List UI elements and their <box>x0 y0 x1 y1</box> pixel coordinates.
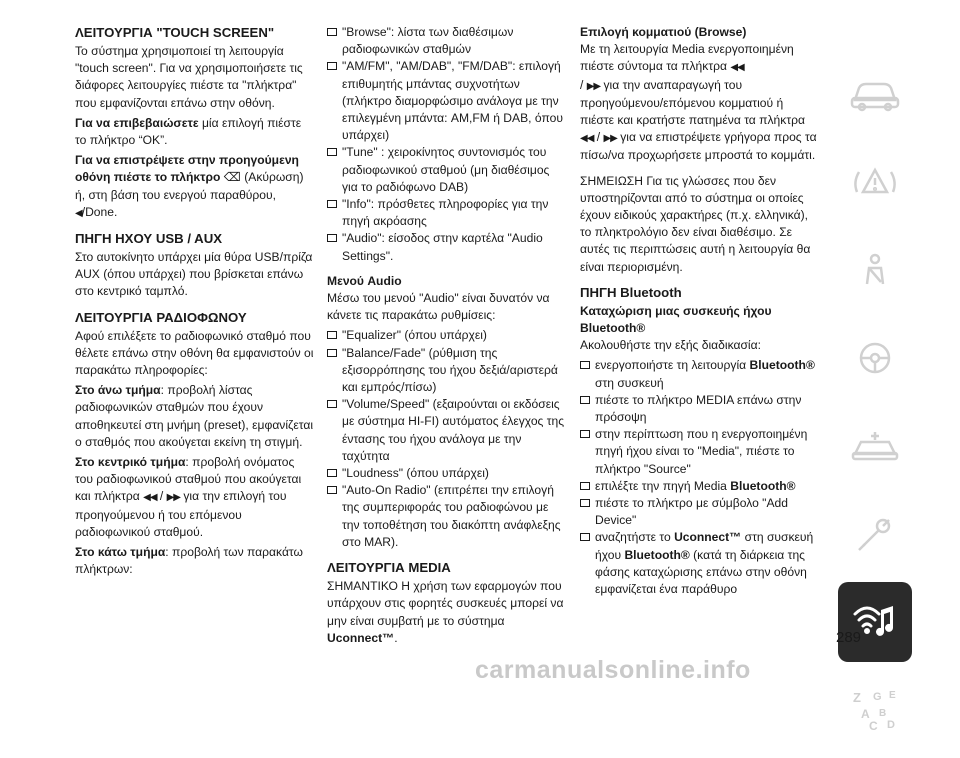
checkbox-bullet-icon <box>580 533 590 541</box>
checkbox-bullet-icon <box>327 148 337 156</box>
column-3 <box>580 24 820 598</box>
checkbox-bullet-icon <box>327 469 337 477</box>
checkbox-bullet-icon <box>327 331 337 339</box>
checkbox-bullet-icon <box>327 62 337 70</box>
list-item: αναζητήστε το Uconnect™ στη συσκευή ήχου Bluetooth® (κατά τη διάρκεια της φάσης καταχώρισης επάνω στην οθόνη εμφανίζεται ένα παράθυρο <box>580 529 820 598</box>
index-letter: B <box>879 708 887 719</box>
back-arrow-icon: ◀ <box>75 207 82 219</box>
bottom-section-paragraph <box>75 544 315 578</box>
center-text-1: : προβολή ονόματος του ραδιοφωνικού σταθμού που ακούγεται και πλήκτρα <box>75 455 302 504</box>
touch-screen-title: ΛΕΙΤΟΥΡΓΙΑ "TOUCH SCREEN" <box>75 25 275 40</box>
multimedia-icon[interactable] <box>838 582 912 662</box>
column-1 <box>75 24 315 581</box>
checkbox-bullet-icon <box>580 396 590 404</box>
checkbox-bullet-icon <box>580 430 590 438</box>
previous-track-icon: ◀◀ <box>143 492 157 504</box>
back-bold: Για να επιστρέψετε στην προηγούμενη οθόνη πιέστε το πλήκτρο <box>75 153 299 185</box>
slash-text: / <box>156 489 167 504</box>
list-item: "Info": πρόσθετες πληροφορίες για την πηγή ακρόασης <box>327 196 567 230</box>
checkbox-bullet-icon <box>580 482 590 490</box>
confirm-paragraph <box>75 115 315 149</box>
confirm-bold: Για να επιβεβαιώσετε <box>75 115 199 130</box>
list-item: πιέστε το πλήκτρο MEDIA επάνω στην πρόσοψη <box>580 392 820 426</box>
index-letter: G <box>873 691 882 703</box>
checkbox-bullet-icon <box>580 361 590 369</box>
media-title: ΛΕΙΤΟΥΡΓΙΑ MEDIA <box>327 560 451 576</box>
list-item: "Equalizer" (όπου υπάρχει) <box>327 327 567 344</box>
radio-paragraph: Αφού επιλέξετε το ραδιοφωνικό σταθμό που θέλετε επάνω στην οθόνη θα εμφανιστούν οι παρακάτω πληροφορίες: <box>75 328 314 378</box>
list-item: πιέστε το πλήκτρο με σύμβολο "Add Device" <box>580 495 820 529</box>
list-item: "AM/FM", "AM/DAB", "FM/DAB": επιλογή επιθυμητής μπάντας συχνοτήτων (πλήκτρο διαμορφώσιμο ανάλογα με την επιλεγμένη μπάντα: AM,FM ή DAB, όπου υπάρχει) <box>327 58 567 144</box>
driving-icon[interactable] <box>838 318 912 398</box>
checkbox-bullet-icon <box>327 28 337 36</box>
index-letter: C <box>869 719 878 733</box>
done-text: /Done. <box>81 204 118 219</box>
bluetooth-title: ΠΗΓΗ Bluetooth <box>580 284 682 300</box>
center-section-paragraph <box>75 454 315 541</box>
checkbox-bullet-icon <box>327 200 337 208</box>
back-paragraph <box>75 152 315 222</box>
page-number: 289 <box>836 629 862 646</box>
index-letter: D <box>887 719 895 731</box>
top-section-paragraph <box>75 382 315 451</box>
safety-icon[interactable] <box>838 230 912 310</box>
list-item: "Volume/Speed" (εξαιρούνται οι εκδόσεις με σύστημα HI-FI) αυτόματος έλεγχος της έντασης του ήχου ανάλογα με την ταχύτητα <box>327 396 567 465</box>
emergency-icon[interactable] <box>838 406 912 486</box>
touch-screen-paragraph: Το σύστημα χρησιμοποιεί τη λειτουργία "touch screen". Για να χρησιμοποιήσετε τις διάφορες λειτουργίες πιέστε τα "πλήκτρα" που εμφανίζονται επάνω στην οθόνη. <box>75 44 303 110</box>
pairing-intro: Ακολουθήστε την εξής διαδικασία: <box>580 338 761 353</box>
list-item: "Audio": είσοδος στην καρτέλα "Audio Settings". <box>327 230 567 264</box>
center-bold: Στο κεντρικό τμήμα <box>75 455 186 470</box>
radio-title: ΛΕΙΤΟΥΡΓΙΑ ΡΑΔΙΟΦΩΝΟΥ <box>75 309 247 325</box>
browse-paragraph: Με τη λειτουργία Media ενεργοποιημένη πιέστε σύντομα τα πλήκτρα ◀◀ / ▶▶ για την αναπαραγωγή του προηγούμενου/επόμενου κομματιού ή πιέστε και κρατήστε πατημένα τα πλήκτρα ◀◀ / ▶▶ για να επιστρέψετε γρήγορα προς τα πίσω/να προχωρήσετε μπροστά το κομμάτι. <box>580 42 817 163</box>
audio-menu-paragraph: Μέσω του μενού "Audio" είναι δυνατόν να κάνετε τις παρακάτω ρυθμίσεις: <box>327 291 550 323</box>
top-bold: Στο άνω τμήμα <box>75 383 161 398</box>
list-item: "Auto-On Radio" (επιτρέπει την επιλογή της συμπεριφοράς του ραδιοφώνου με την τοποθέτηση του διακόπτη ανάφλεξης στο MAR). <box>327 482 567 551</box>
media-paragraph: ΣΗΜΑΝΤΙΚΟ Η χρήση των εφαρμογών που υπάρχουν στις φορητές συσκευές μπορεί να μην είναι συμβατή με το σύστημα Uconnect™. <box>327 579 564 645</box>
list-item: "Balance/Fade" (ρύθμιση της εξισορρόπησης του ήχου δεξιά/αριστερά και εμπρός/πίσω) <box>327 345 567 397</box>
checkbox-bullet-icon <box>580 499 590 507</box>
pairing-title: Καταχώριση μιας συσκευής ήχου Bluetooth® <box>580 303 772 336</box>
browse-title: Επιλογή κομματιού (Browse) <box>580 25 747 39</box>
chapter-tabs <box>838 54 914 758</box>
center-text-2: για την επιλογή του προηγούμενου ή του επόμενου ραδιοφωνικού σταθμού. <box>75 489 287 539</box>
note-paragraph: ΣΗΜΕΙΩΣΗ Για τις γλώσσες που δεν υποστηρίζονται από το σύστημα οι οποίες έχουν ειδικούς χαρακτήρες (π.χ. ελληνικά), το πληκτρολόγιο δεν είναι διαθέσιμο. Σε αυτές τις περιπτώσεις αυτή η λειτουργία θα είναι περιορισμένη. <box>580 173 811 274</box>
bottom-bold: Στο κάτω τμήμα <box>75 545 166 560</box>
list-item: "Loudness" (όπου υπάρχει) <box>327 465 567 482</box>
index-letter: A <box>861 707 870 721</box>
back-text: (Ακύρωση) ή, στη βάση του ενεργού παραθύρου, <box>75 170 304 202</box>
rewind-icon: ◀◀ <box>580 133 594 145</box>
bottom-text: : προβολή των παρακάτω πλήκτρων: <box>75 545 303 577</box>
next-track-icon: ▶▶ <box>586 80 601 92</box>
previous-track-icon: ◀◀ <box>730 62 744 74</box>
usb-aux-title: ΠΗΓΗ ΗΧΟΥ USB / AUX <box>75 231 223 247</box>
list-item: "Browse": λίστα των διαθέσιμων ραδιοφωνικών σταθμών <box>327 24 567 58</box>
index-letter: E <box>889 690 896 701</box>
list-item: ενεργοποιήστε τη λειτουργία Bluetooth® στη συσκευή <box>580 357 820 391</box>
next-track-icon: ▶▶ <box>166 492 180 504</box>
index-letter: Z <box>853 690 861 705</box>
list-item: επιλέξτε την πηγή Media Bluetooth® <box>580 478 820 495</box>
cancel-icon: ⌫ <box>223 170 241 185</box>
list-item: "Tune" : χειροκίνητος συντονισμός του ραδιοφωνικού σταθμού (μη διαθέσιμος για το ραδιόφωνο DAB) <box>327 144 567 196</box>
list-item: στην περίπτωση που η ενεργοποιημένη πηγή ήχου είναι το "Media", πιέστε το πλήκτρο "Source" <box>580 426 820 478</box>
maintenance-icon[interactable] <box>838 494 912 574</box>
checkbox-bullet-icon <box>327 486 337 494</box>
watermark: carmanualsonline.info <box>475 656 751 684</box>
index-icon[interactable] <box>838 670 912 750</box>
warning-lights-icon[interactable] <box>838 142 912 222</box>
checkbox-bullet-icon <box>327 400 337 408</box>
checkbox-bullet-icon <box>327 349 337 357</box>
audio-menu-title: Μενού Audio <box>327 273 402 288</box>
top-text: : προβολή λίστας ραδιοφωνικών σταθμών που έχουν αποθηκευτεί στη μνήμη (preset), εμφανίζεται ο σταθμός που ακούγεται εκείνη τη στιγμή. <box>75 383 314 449</box>
checkbox-bullet-icon <box>327 234 337 242</box>
column-2 <box>327 24 567 650</box>
usb-aux-paragraph: Στο αυτοκίνητο υπάρχει μία θύρα USB/πρίζα AUX (όπου υπάρχει) που βρίσκεται επάνω στο κεντρικό ταμπλό. <box>75 250 313 299</box>
fast-forward-icon: ▶▶ <box>603 133 617 145</box>
car-info-icon[interactable] <box>838 54 912 134</box>
confirm-text: μία επιλογή πιέστε το πλήκτρο “ΟΚ”. <box>75 115 302 148</box>
